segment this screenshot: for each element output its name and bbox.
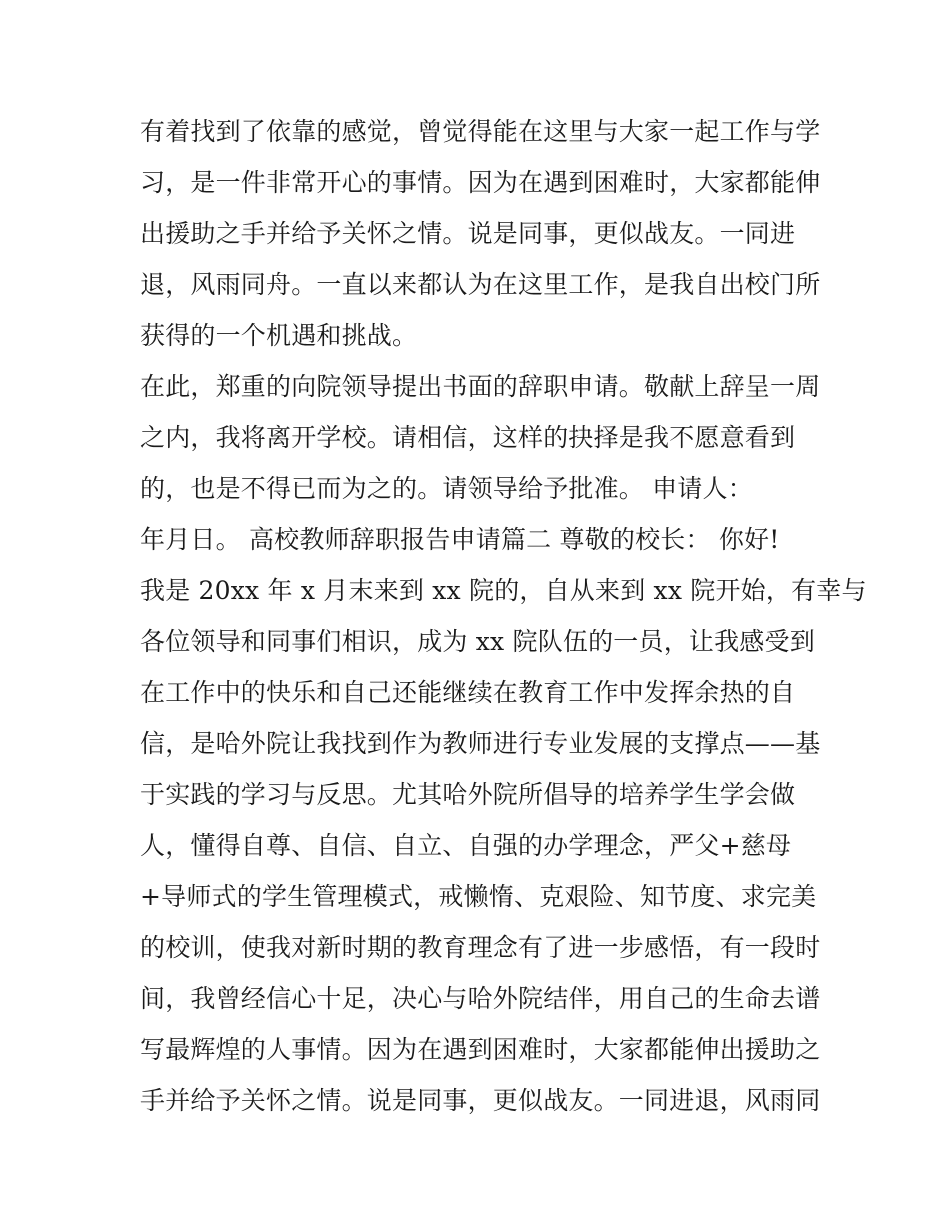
text-line: 习，是一件非常开心的事情。因为在遇到困难时，大家都能伸 — [140, 168, 821, 197]
text-line: 在此，郑重的向院领导提出书面的辞职申请。敬献上辞呈一周 — [140, 372, 821, 401]
text-line: 写最辉煌的人事情。因为在遇到困难时，大家都能伸出援助之 — [140, 1035, 821, 1064]
text-line: 我是 20xx 年 x 月末来到 xx 院的，自从来到 xx 院开始，有幸与 — [140, 576, 867, 605]
text-line: 的，也是不得已而为之的。请领导给予批准。 申请人： — [140, 474, 753, 503]
text-line: 间，我曾经信心十足，决心与哈外院结伴，用自己的生命去谱 — [140, 984, 821, 1013]
text-line: 年月日。 高校教师辞职报告申请篇二 尊敬的校长： 你好! — [140, 525, 780, 554]
body-text — [140, 106, 867, 1126]
text-line: 的校训，使我对新时期的教育理念有了进一步感悟，有一段时 — [140, 933, 821, 962]
text-line: 人，懂得自尊、自信、自立、自强的办学理念，严父+慈母 — [140, 831, 792, 860]
text-line: +导师式的学生管理模式，戒懒惰、克艰险、知节度、求完美 — [140, 882, 817, 911]
text-line: 手并给予关怀之情。说是同事，更似战友。一同进退，风雨同 — [140, 1086, 821, 1115]
text-line: 有着找到了依靠的感觉，曾觉得能在这里与大家一起工作与学 — [140, 117, 821, 146]
text-line: 出援助之手并给予关怀之情。说是同事，更似战友。一同进 — [140, 219, 796, 248]
text-line: 各位领导和同事们相识，成为 xx 院队伍的一员，让我感受到 — [140, 627, 815, 656]
text-line: 退，风雨同舟。一直以来都认为在这里工作，是我自出校门所 — [140, 270, 821, 299]
text-line: 之内，我将离开学校。请相信，这样的抉择是我不愿意看到 — [140, 423, 796, 452]
text-line: 于实践的学习与反思。尤其哈外院所倡导的培养学生学会做 — [140, 780, 796, 809]
text-line: 信，是哈外院让我找到作为教师进行专业发展的支撑点——基 — [140, 729, 821, 758]
text-line: 获得的一个机遇和挑战。 — [140, 321, 418, 350]
text-line: 在工作中的快乐和自己还能继续在教育工作中发挥余热的自 — [140, 678, 796, 707]
